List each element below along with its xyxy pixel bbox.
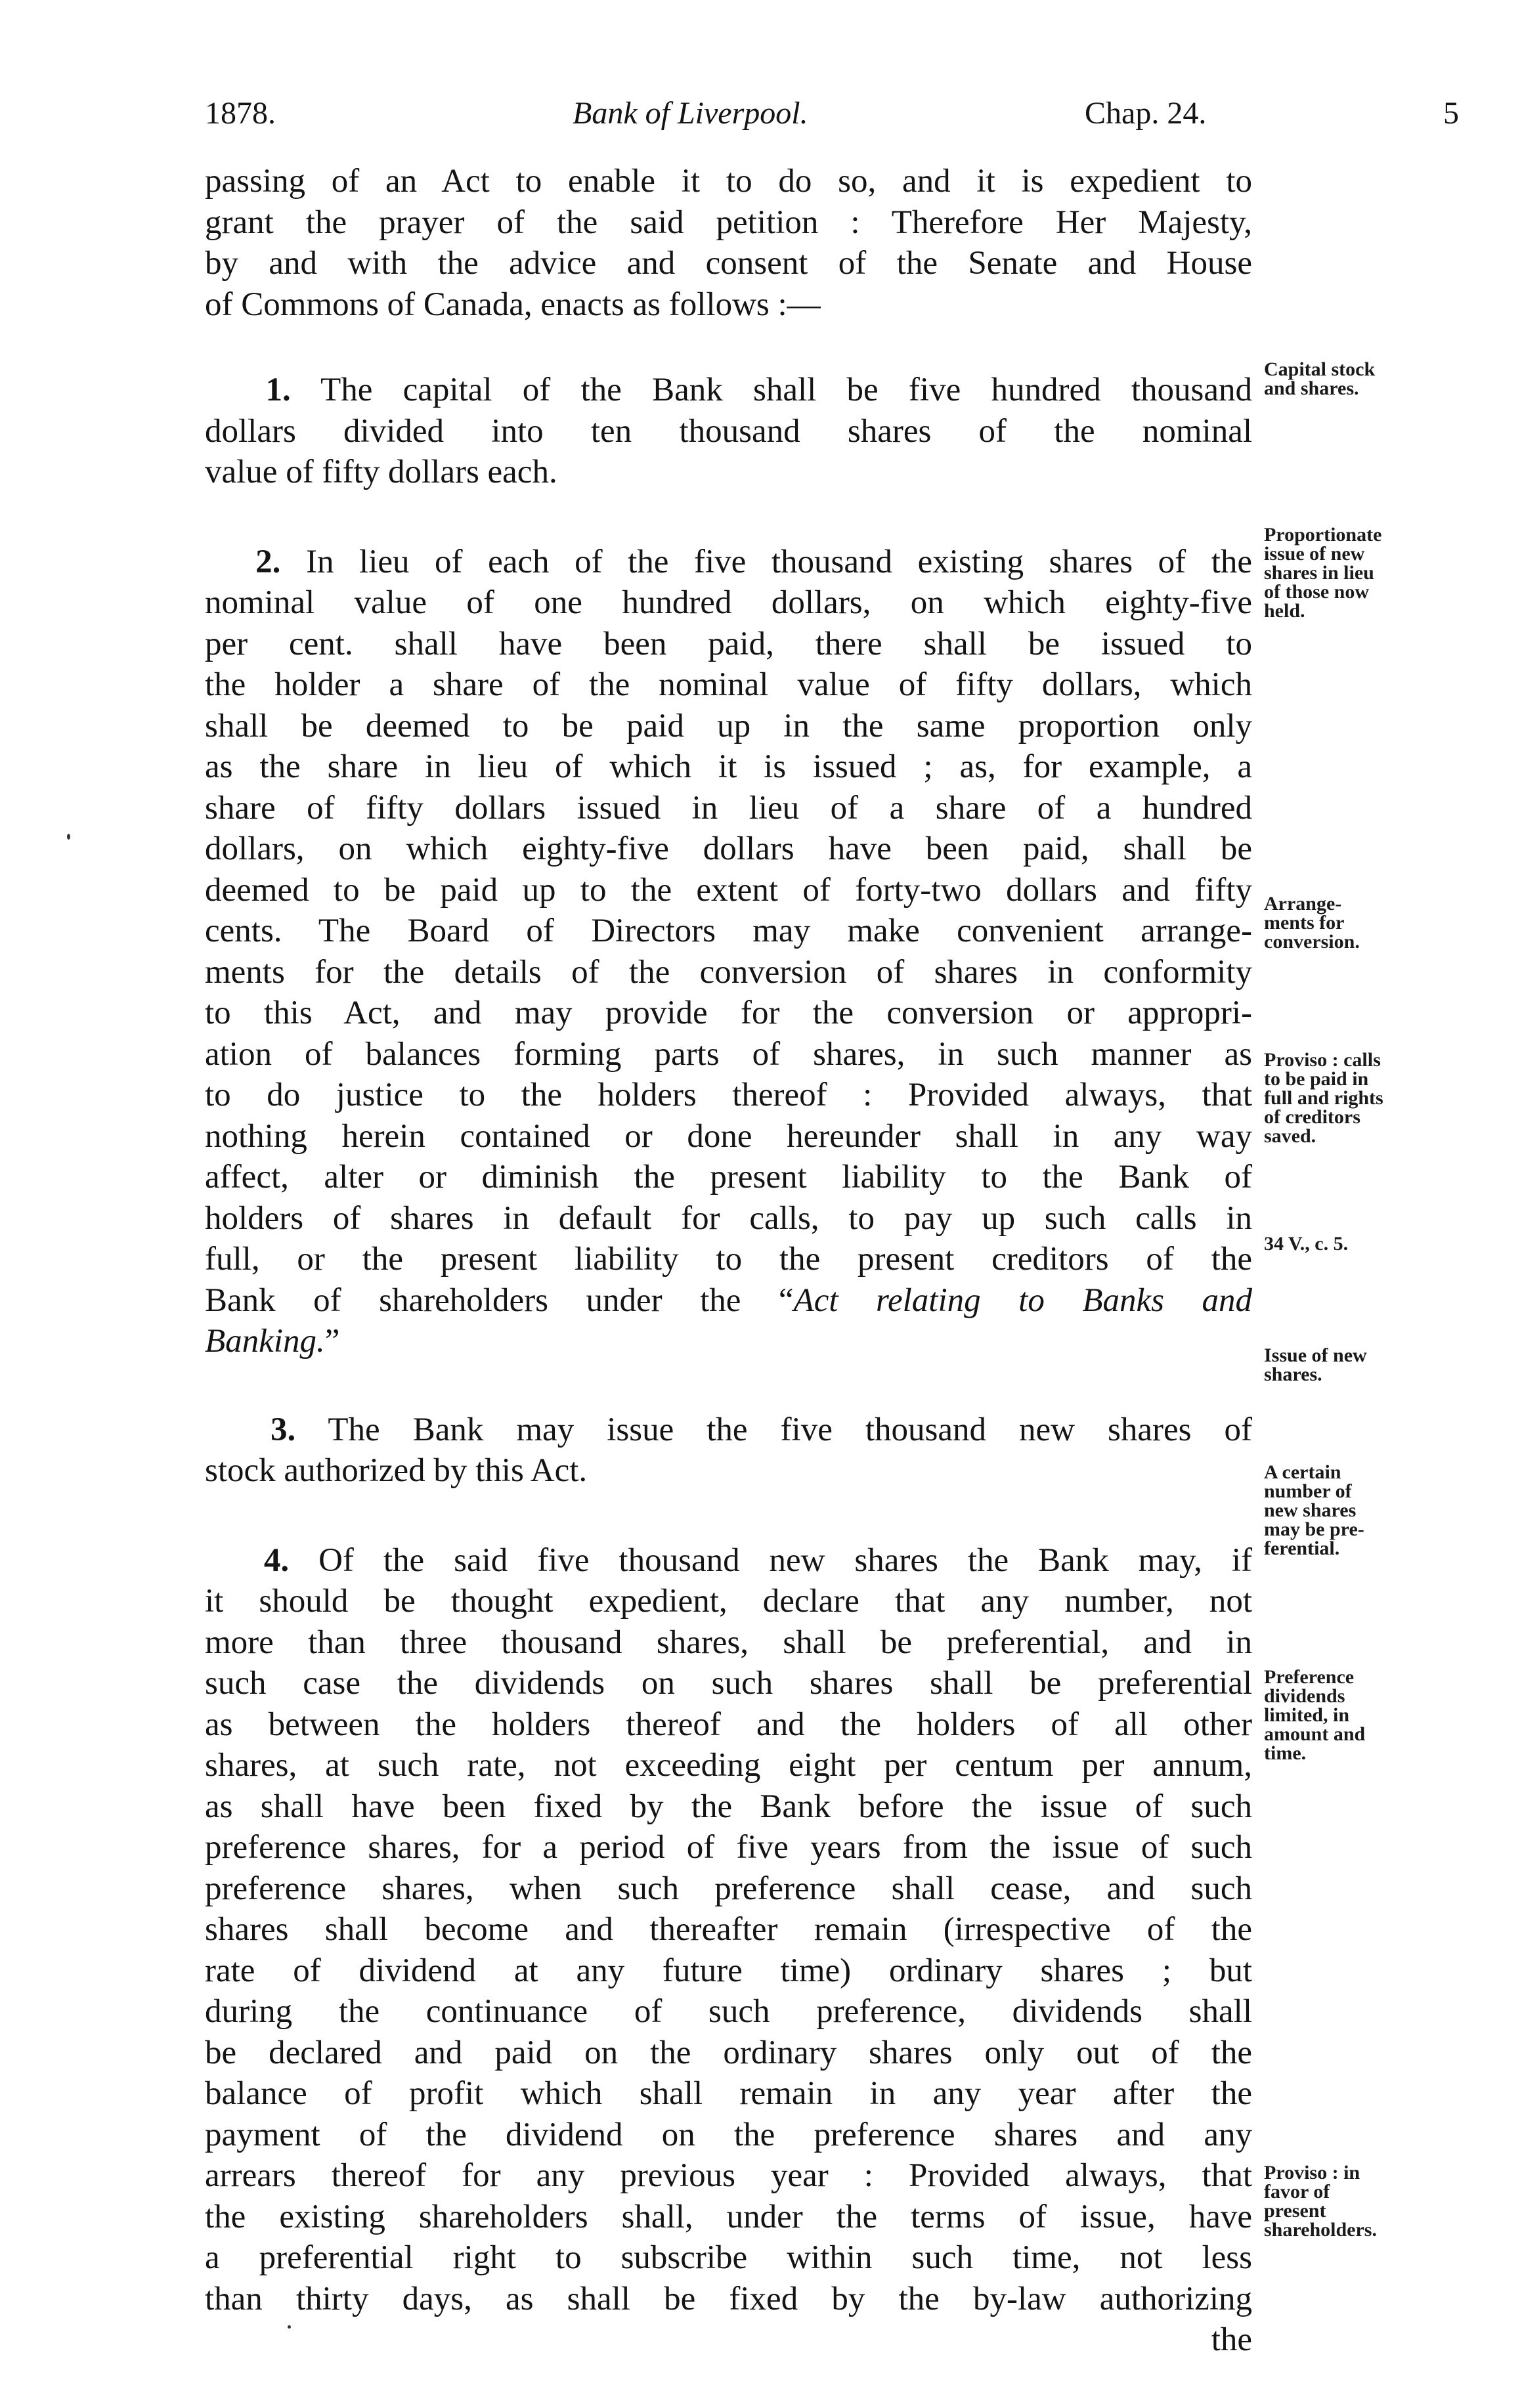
text-line: shares, at such rate, not exceeding eight per centum per annum, — [205, 1747, 1252, 1784]
text-line: full, or the present liability to the present creditors of the — [205, 1241, 1252, 1278]
note-line: saved. — [1264, 1125, 1316, 1147]
text-line: be declared and paid on the ordinary shares only out of the — [205, 2034, 1252, 2071]
note-line: shareholders. — [1264, 2219, 1377, 2241]
text-line: nothing herein contained or done hereunder shall in any way — [205, 1117, 1252, 1155]
act-title: Act relating to Banks and — [793, 1281, 1252, 1319]
header-year: 1878. — [205, 96, 276, 131]
text-line: nominal value of one hundred dollars, on which eighty-five — [205, 584, 1252, 621]
text-line: by and with the advice and consent of the Senate and House — [205, 245, 1252, 282]
section-number: 3. — [271, 1411, 296, 1448]
note-line: ferential. — [1264, 1537, 1340, 1559]
section-1 — [205, 370, 1252, 493]
text-line: dollars divided into ten thousand shares of the nominal — [205, 412, 1252, 450]
note-line: shares. — [1264, 1364, 1322, 1385]
text-line: shall be deemed to be paid up in the same proportion only — [205, 707, 1252, 744]
note-line: 34 V., c. 5. — [1264, 1233, 1349, 1255]
page-number: 5 — [1443, 96, 1459, 131]
note-line: Capital stock — [1264, 358, 1376, 380]
text-line: than thirty days, as shall be fixed by the by-law authorizing — [205, 2280, 1252, 2317]
margin-note-preference-limited — [1264, 1667, 1461, 1763]
act-title-continued: Banking. — [205, 1323, 325, 1360]
text-line: ments for the details of the conversion of shares in conformity — [205, 953, 1252, 991]
text-line: share of fifty dollars issued in lieu of a share of a hundred — [205, 789, 1252, 827]
text-line: ation of balances forming parts of shares, in such manner as — [205, 1035, 1252, 1073]
note-line: Proportionate — [1264, 524, 1382, 546]
line-text: Of the said five thousand new shares the Bank may, if — [318, 1541, 1253, 1579]
margin-note-proviso-favor — [1264, 2163, 1461, 2239]
section-4 — [205, 1540, 1252, 2361]
note-line: of those now — [1264, 581, 1370, 603]
statute-text — [205, 161, 1252, 2361]
margin-note-capital — [1264, 360, 1461, 398]
note-line: Preference — [1264, 1666, 1355, 1688]
section-3 — [205, 1409, 1252, 1492]
margin-note-certain-number — [1264, 1463, 1461, 1558]
note-line: shares in lieu — [1264, 562, 1374, 584]
line-text: The capital of the Bank shall be five hundred thousand — [320, 372, 1252, 408]
note-line: to be paid in — [1264, 1068, 1369, 1090]
closing-quote: ” — [324, 1323, 340, 1360]
text-line: to this Act, and may provide for the conversion or appropri- — [205, 995, 1252, 1031]
note-line: dividends — [1264, 1685, 1345, 1707]
text-line: affect, alter or diminish the present liability to the Bank of — [205, 1159, 1252, 1195]
margin-note-proportionate — [1264, 525, 1461, 620]
note-line: favor of — [1264, 2181, 1330, 2203]
text-line — [205, 370, 1252, 411]
print-speck — [67, 834, 70, 840]
text-line: it should be thought expedient, declare that any number, not — [205, 1583, 1252, 1620]
margin-note-proviso-calls — [1264, 1050, 1461, 1146]
text-line: as between the holders thereof and the holders of all other — [205, 1706, 1252, 1743]
text-line: preference shares, for a period of five years from the issue of such — [205, 1829, 1252, 1866]
note-line: issue of new — [1264, 543, 1365, 565]
margin-note-statute — [1264, 1234, 1461, 1253]
text-line: more than three thousand shares, shall be preferential, and in — [205, 1623, 1252, 1661]
line-text: In lieu of each of the five thousand existing shares of the — [305, 543, 1253, 580]
header-chapter: Chap. 24. — [1085, 96, 1207, 131]
note-line: Proviso : calls — [1264, 1049, 1381, 1071]
note-line: may be pre- — [1264, 1518, 1364, 1540]
text-line: a preferential right to subscribe within such time, not less — [205, 2239, 1252, 2276]
text-line: passing of an Act to enable it to do so, and it is expedient to — [205, 163, 1252, 200]
note-line: ments for — [1264, 912, 1345, 934]
margin-note-arrangements — [1264, 894, 1461, 951]
running-header — [205, 91, 1459, 137]
text-line — [205, 542, 1252, 583]
note-line: held. — [1264, 600, 1305, 622]
text-line: during the continuance of such preference, dividends shall — [205, 1993, 1252, 2030]
text-line: dollars, on which eighty-five dollars have been paid, shall be — [205, 830, 1252, 867]
note-line: limited, in — [1264, 1704, 1350, 1726]
text-line: shares shall become and thereafter remain (irrespective of the — [205, 1911, 1252, 1948]
text-line: holders of shares in default for calls, to pay up such calls in — [205, 1199, 1252, 1237]
text-line: arrears thereof for any previous year : Provided always, that — [205, 2157, 1252, 2194]
section-number: 4. — [263, 1541, 290, 1579]
note-line: amount and — [1264, 1723, 1366, 1745]
text-line: value of fifty dollars each. — [205, 454, 557, 490]
section-number: 1. — [265, 372, 291, 408]
text-line: balance of profit which shall remain in any year after the — [205, 2075, 1252, 2112]
text-line — [205, 1280, 1252, 1322]
preamble — [205, 161, 1252, 325]
margin-note-issue-new — [1264, 1346, 1461, 1384]
text-line: to do justice to the holders thereof : Provided always, that — [205, 1077, 1252, 1113]
note-line: conversion. — [1264, 931, 1360, 953]
text-line — [205, 1540, 1252, 1581]
text-line: cents. The Board of Directors may make convenient arrange- — [205, 913, 1252, 949]
note-line: and shares. — [1264, 377, 1359, 399]
section-2 — [205, 542, 1252, 1362]
note-line: new shares — [1264, 1499, 1357, 1521]
text-line: per cent. shall have been paid, there shall be issued to — [205, 625, 1252, 662]
text-line — [205, 1409, 1252, 1451]
text-line: as the share in lieu of which it is issued ; as, for example, a — [205, 748, 1252, 785]
text-line: payment of the dividend on the preference shares and any — [205, 2116, 1252, 2153]
text-line: of Commons of Canada, enacts as follows :— — [205, 286, 821, 323]
note-line: time. — [1264, 1742, 1307, 1764]
header-title: Bank of Liverpool. — [573, 96, 808, 131]
note-line: of creditors — [1264, 1106, 1360, 1128]
note-line: A certain — [1264, 1461, 1341, 1483]
text-line: deemed to be paid up to the extent of forty-two dollars and fifty — [205, 871, 1252, 909]
text-line: the existing shareholders shall, under the terms of issue, have — [205, 2198, 1252, 2235]
text-line: grant the prayer of the said petition : Therefore Her Majesty, — [205, 204, 1252, 241]
text-line: such case the dividends on such shares shall be preferential — [205, 1665, 1252, 1702]
text-line: stock authorized by this Act. — [205, 1452, 588, 1489]
text-line: the holder a share of the nominal value of fifty dollars, which — [205, 666, 1252, 703]
line-text: The Bank may issue the five thousand new shares of — [328, 1411, 1252, 1448]
catchword: the — [1211, 2321, 1252, 2358]
text-line — [205, 1321, 1252, 1362]
text-line: preference shares, when such preference shall cease, and such — [205, 1870, 1252, 1907]
note-line: number of — [1264, 1480, 1352, 1502]
text-line: rate of dividend at any future time) ordinary shares ; but — [205, 1952, 1252, 1989]
print-speck — [288, 2325, 291, 2329]
line-text: Bank of shareholders under the “ — [205, 1281, 794, 1319]
section-number: 2. — [255, 543, 281, 580]
note-line: full and rights — [1264, 1087, 1383, 1109]
note-line: Issue of new — [1264, 1344, 1367, 1366]
note-line: present — [1264, 2200, 1326, 2222]
note-line: Arrange- — [1264, 893, 1342, 914]
text-line: as shall have been fixed by the Bank before the issue of such — [205, 1788, 1252, 1825]
note-line: Proviso : in — [1264, 2162, 1360, 2183]
